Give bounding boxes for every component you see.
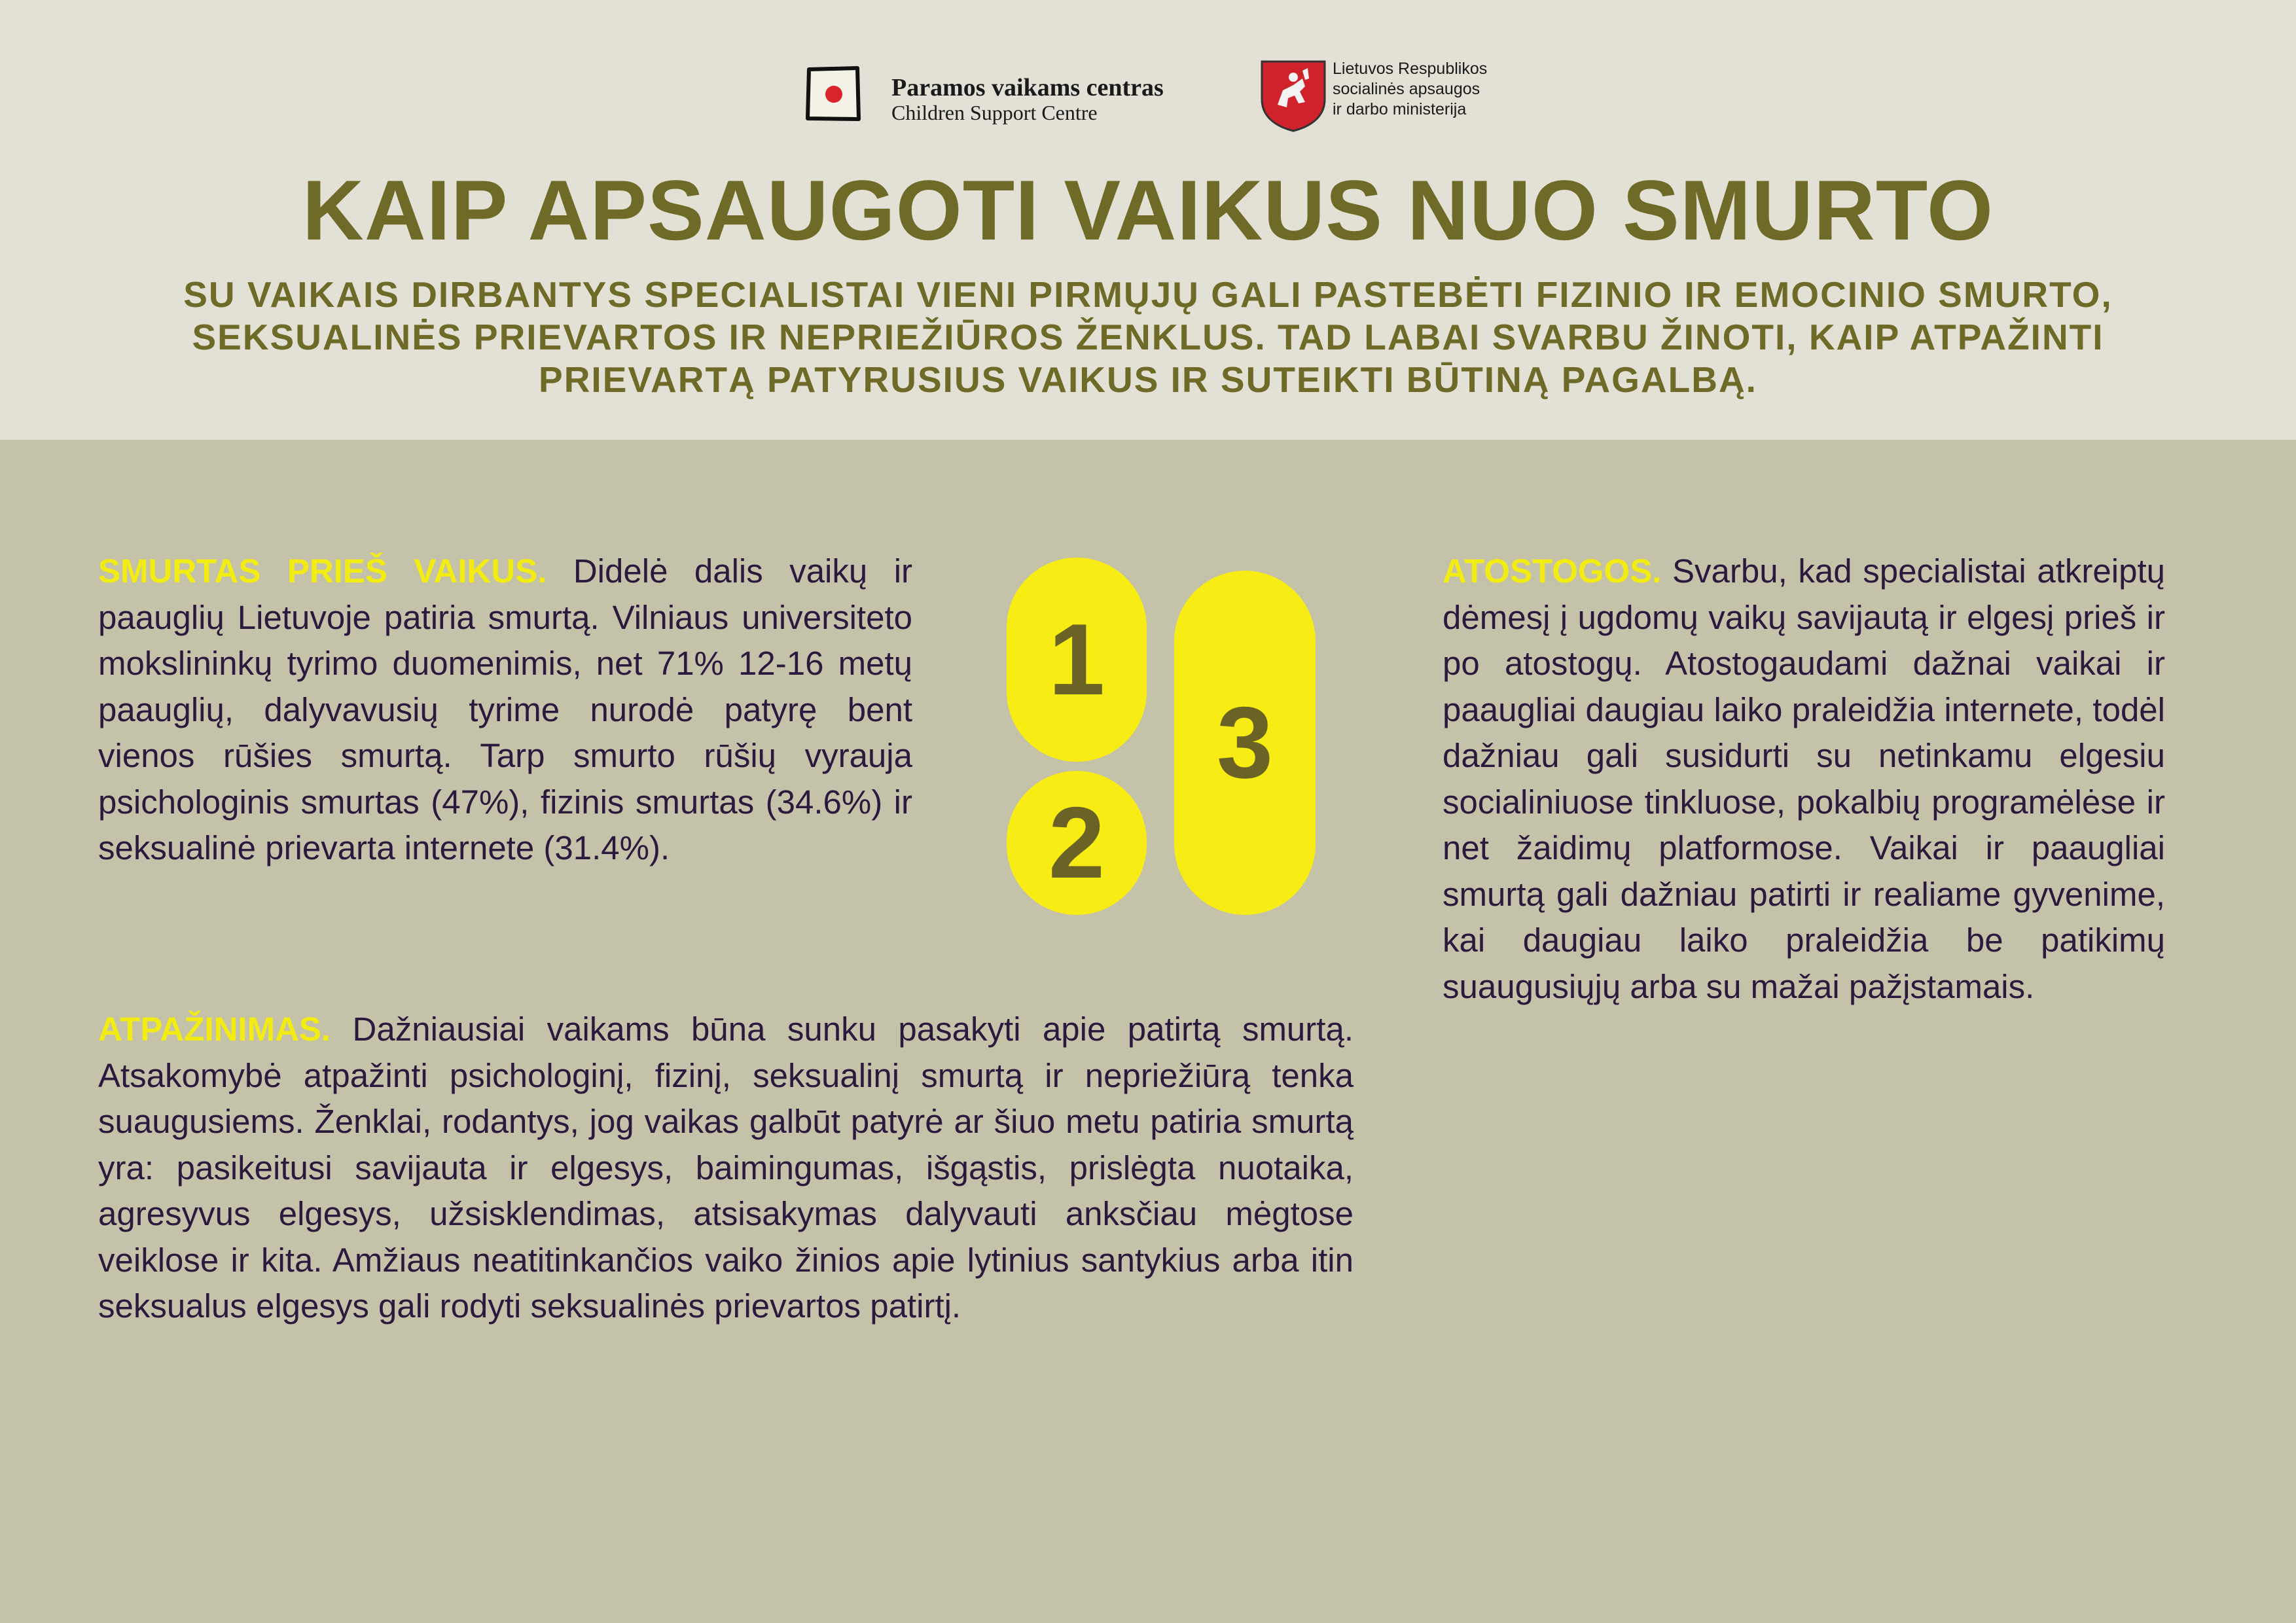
pvc-name-lt: Paramos vaikams centras: [891, 74, 1164, 101]
ministry-logo: [1259, 58, 1560, 136]
vytis-shield-icon: [1259, 59, 1327, 132]
section-atpazinimas: [98, 1007, 1354, 1330]
page-subtitle: SU VAIKAIS DIRBANTYS SPECIALISTAI VIENI PIRMŲJŲ GALI PASTEBĖTI FIZINIO IR EMOCINIO SMURTO, SEKSUALINĖS PRIEVARTOS IR NEPRIEŽIŪROS ŽENKLUS. TAD LABAI SVARBU ŽINOTI, KAIP ATPAŽINTI PRIEVARTĄ PATYRUSIUS VAIKUS IR SUTEIKTI BŪTINĄ PAGALBĄ.: [183, 274, 2113, 400]
section-smurtas-heading: SMURTAS PRIEŠ VAIKUS.: [98, 552, 547, 590]
logo-row: [0, 58, 2296, 136]
section-atostogos: [1443, 548, 2165, 1010]
section-atpazinimas-text: Dažniausiai vaikams būna sunku pasakyti apie patirtą smurtą. Atsakomybė atpažinti psichologinį, fizinį, seksualinį smurtą ir nepriežiūrą tenka suaugusiems. Ženklai, rodantys, jog vaikas galbūt patyrė ar šiuo metu patiria smurtą yra: pasikeitusi savijauta ir elgesys, baimingumas, išgąstis, prislėgta nuotaika, agresyvus elgesys, užsisklendimas, atsisakymas dalyvauti anksčiau mėgtose veiklose ir kita. Amžiaus neatitinkančios vaiko žinios apie lytinius santykius arba itin seksualus elgesys gali rodyti seksualinės prievartos patirtį.: [98, 1010, 1354, 1325]
ministry-name-line3: ir darbo ministerija: [1333, 100, 1467, 118]
ministry-name-line2: socialinės apsaugos: [1333, 80, 1480, 98]
number-pill-3: 3: [1174, 571, 1316, 915]
number-pill-1: 1: [1007, 558, 1147, 762]
header-band: [0, 0, 2296, 440]
section-smurtas: [98, 548, 912, 872]
number-pill-2: 2: [1007, 771, 1147, 915]
section-atostogos-heading: ATOSTOGOS.: [1443, 552, 1662, 590]
children-support-centre-logo: [804, 64, 1196, 130]
pvc-name-en: Children Support Centre: [891, 101, 1098, 124]
section-atpazinimas-heading: ATPAŽINIMAS.: [98, 1010, 331, 1048]
page-title: KAIP APSAUGOTI VAIKUS NUO SMURTO: [302, 162, 1994, 258]
section-smurtas-text: Didelė dalis vaikų ir paauglių Lietuvoje patiria smurtą. Vilniaus universiteto mokslininkų tyrimo duomenimis, net 71% 12-16 metų paauglių, dalyvavusių tyrime nurodė patyrę bent vienos rūšies smurtą. Tarp smurto rūšių vyrauja psichologinis smurtas (47%), fizinis smurtas (34.6%) ir seksualinė prievarta internete (31.4%).: [98, 552, 913, 866]
children-support-centre-logo-icon: [804, 64, 863, 123]
section-atostogos-text: Svarbu, kad specialistai atkreiptų dėmesį į ugdomų vaikų savijautą ir elgesį prieš ir po atostogų. Atostogaudami dažnai vaikai ir paaugliai daugiau laiko praleidžia internete, todėl dažniau gali susidurti su netinkamu elgesiu socialiniuose tinkluose, pokalbių programėlėse ir net žaidimų platformose. Vaikai ir paaugliai smurtą gali dažniau patirti ir realiame gyvenime, kai daugiau laiko praleidžia be patikimų suaugusiųjų arba su mažai pažįstamais.: [1443, 552, 2165, 1005]
ministry-name-line1: Lietuvos Respublikos: [1333, 60, 1488, 78]
